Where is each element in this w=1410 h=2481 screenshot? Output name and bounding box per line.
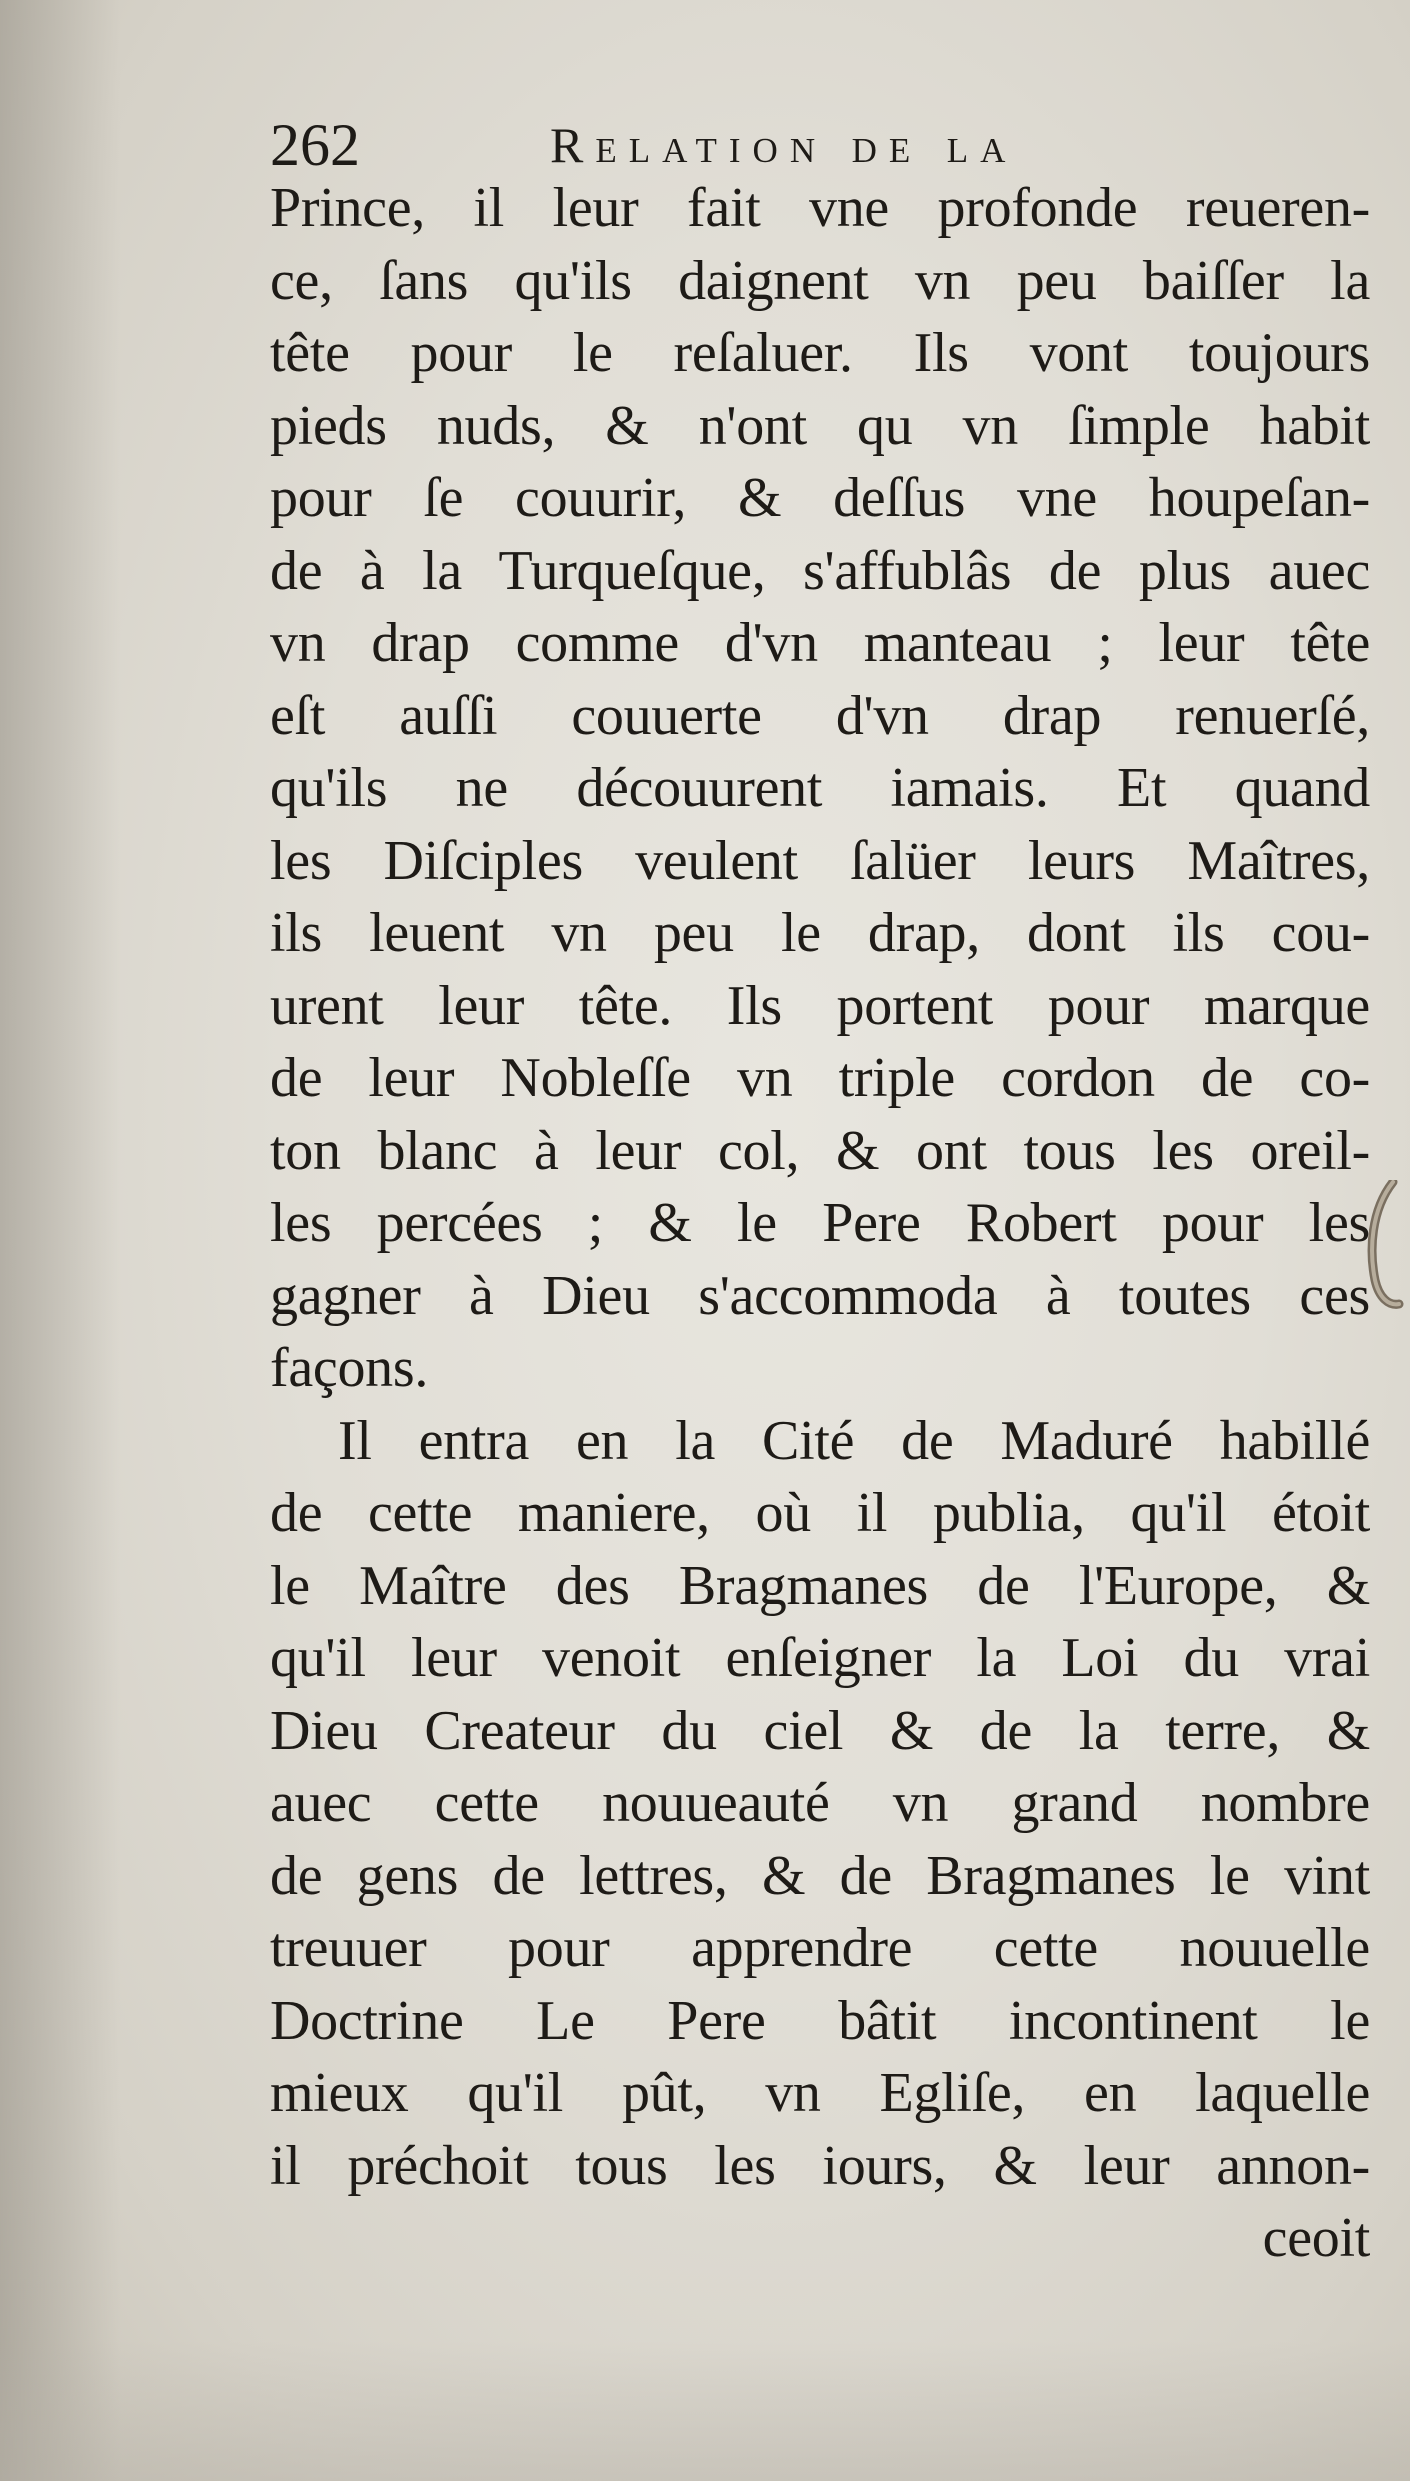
text-line: ton blanc à leur col, & ont tous les oreil- (270, 1119, 1370, 1182)
text-line: gagner à Dieu s'accommoda à toutes ces (270, 1264, 1370, 1327)
running-head: Relation de la (550, 117, 1018, 173)
text-line: Il entra en la Cité de Maduré habillé (338, 1409, 1370, 1472)
text-line: il préchoit tous les iours, & leur annon- (270, 2134, 1370, 2197)
text-line: treuuer pour apprendre cette nouuelle (270, 1917, 1370, 1979)
text-line: auec cette nouueauté vn grand nombre (270, 1772, 1370, 1834)
text-line: les percées ; & le Pere Robert pour les (270, 1192, 1370, 1254)
text-line: le Maître des Bragmanes de l'Europe, & (270, 1554, 1370, 1617)
page-number: 262 (270, 112, 360, 178)
text-line: de cette maniere, où il publia, qu'il étoit (270, 1482, 1370, 1544)
text-line: ce, ſans qu'ils daignent vn peu baiſſer la (270, 249, 1370, 312)
text-line: de à la Turqueſque, s'affublâs de plus auec (270, 539, 1370, 602)
bottom-edge-shadow (0, 2341, 1410, 2481)
text-line: vn drap comme d'vn manteau ; leur tête (270, 612, 1370, 674)
text-line: façons. (270, 1337, 429, 1399)
text-line: de leur Nobleſſe vn triple cordon de co- (270, 1047, 1370, 1109)
text-line: Dieu Createur du ciel & de la terre, & (270, 1699, 1370, 1762)
text-line: qu'il leur venoit enſeigner la Loi du vrai (270, 1627, 1370, 1689)
text-line: urent leur tête. Ils portent pour marque (270, 974, 1370, 1037)
text-line: pieds nuds, & n'ont qu vn ſimple habit (270, 394, 1370, 457)
text-line: tête pour le reſaluer. Ils vont toujours (270, 322, 1370, 384)
text-line: Doctrine Le Pere bâtit incontinent le (270, 1989, 1370, 2052)
text-line: qu'ils ne découurent iamais. Et quand (270, 757, 1370, 819)
text-line: de gens de lettres, & de Bragmanes le vint (270, 1844, 1370, 1907)
gutter-shadow (0, 0, 120, 2481)
catchword: ceoit (1262, 2207, 1370, 2269)
text-line: mieux qu'il pût, vn Egliſe, en laquelle (270, 2062, 1370, 2124)
text-line: eſt auſſi couuerte d'vn drap renuerſé, (270, 684, 1370, 747)
text-line: Prince, il leur fait vne profonde reueren- (270, 177, 1370, 239)
text-line: pour ſe couurir, & deſſus vne houpeſan- (270, 467, 1370, 529)
text-line: ils leuent vn peu le drap, dont ils cou- (270, 902, 1370, 964)
binding-thread (1365, 1180, 1405, 1310)
text-line: les Diſciples veulent ſalüer leurs Maîtres, (270, 829, 1370, 892)
body-text (270, 172, 1370, 2275)
